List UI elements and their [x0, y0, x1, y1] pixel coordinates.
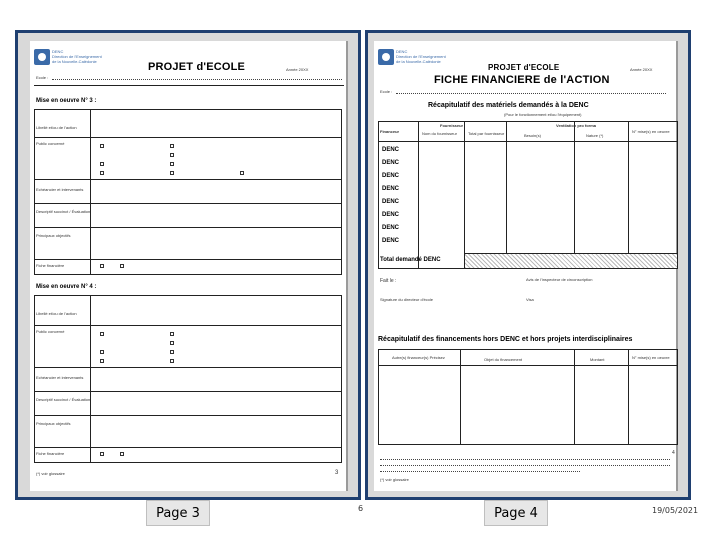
row-label: Fiche financière	[36, 263, 65, 268]
checkbox	[100, 171, 104, 175]
checkbox	[170, 359, 174, 363]
section-2-title: Mise en oeuvre N° 4 :	[36, 284, 97, 290]
table1-subtitle: (Pour le fonctionnement et/ou l'équipement)	[504, 112, 582, 117]
total-shaded-cell	[464, 253, 678, 269]
row-label: Descriptif succinct / Évaluation	[36, 209, 91, 214]
checkbox	[100, 144, 104, 148]
page-4-frame	[365, 30, 691, 500]
row-label: Public concerné	[36, 141, 65, 146]
checkbox	[170, 153, 174, 157]
year-label: Année 20XX	[286, 67, 309, 72]
page-3-document	[30, 41, 348, 491]
row-label: Principaux objectifs	[36, 233, 71, 238]
row-label: Libellé et/ou de l'action	[36, 125, 77, 130]
signature-label: Signature du directeur d'école	[380, 297, 434, 302]
table1-header: Ventilation pro forma	[556, 123, 597, 128]
checkbox	[170, 144, 174, 148]
logo-text: DENC Direction de l'Enseignement de la Nouvelle-Calédonie	[52, 49, 102, 64]
avis-label: Avis de l'inspecteur de circonscription	[526, 277, 593, 282]
checkbox	[170, 162, 174, 166]
page-title: PROJET d'ECOLE	[148, 61, 246, 73]
checkbox	[100, 452, 104, 456]
table2-header: Objet du financement	[484, 357, 523, 362]
denc-row-label: DENC	[382, 212, 400, 218]
checkbox	[170, 341, 174, 345]
row-label: Echéancier et intervenants	[36, 187, 84, 192]
checkbox	[170, 332, 174, 336]
row-label: Echéancier et intervenants	[36, 375, 84, 380]
row-label: Fiche financière	[36, 451, 65, 456]
checkbox	[170, 171, 174, 175]
table2-header: Montant	[590, 357, 605, 362]
row-label: Public concerné	[36, 329, 65, 334]
checkbox	[100, 359, 104, 363]
denc-row-label: DENC	[382, 160, 400, 166]
table2-header: Autre(s) financeur(s) Précisez	[392, 355, 445, 360]
denc-row-label: DENC	[382, 238, 400, 244]
checkbox	[100, 350, 104, 354]
fait-label: Fait le :	[380, 278, 397, 284]
section-1-table	[34, 109, 342, 275]
page-3-label: Page 3	[146, 500, 210, 526]
row-label: Principaux objectifs	[36, 421, 71, 426]
table1-header: Financeur	[380, 129, 400, 134]
denc-logo-icon	[378, 49, 394, 65]
page-3-frame	[15, 30, 361, 500]
footer-note: (*) voir glossaire	[36, 471, 65, 476]
table1-header: Besoin(s)	[524, 133, 541, 138]
denc-row-label: DENC	[382, 186, 400, 192]
table1-header: Total par fournisseur	[468, 131, 505, 136]
table2-header: N° mise(s) en oeuvre	[632, 355, 670, 360]
checkbox	[240, 171, 244, 175]
checkbox	[120, 264, 124, 268]
page-4-label: Page 4	[484, 500, 548, 526]
ecole-label: Ecole :	[380, 89, 393, 94]
checkbox	[100, 162, 104, 166]
checkbox	[170, 350, 174, 354]
materials-table	[378, 121, 678, 269]
table1-header: N° mise(s) en oeuvre	[632, 129, 670, 134]
denc-row-label: DENC	[382, 225, 400, 231]
table1-header: Nom du fournisseur	[422, 131, 457, 136]
doc-page-number: 3	[335, 470, 339, 476]
footer-note: (*) voir glossaire	[380, 477, 409, 482]
doc-page-number: 4	[672, 450, 675, 456]
table1-header: Fournisseur	[440, 123, 464, 128]
denc-row-label: DENC	[382, 199, 400, 205]
table1-header: Nature (*)	[586, 133, 604, 138]
row-label: Descriptif succinct / Évaluation	[36, 397, 91, 402]
table1-title: Récapitulatif des matériels demandés à la DENC	[428, 102, 589, 109]
financements-table	[378, 349, 678, 445]
denc-row-label: DENC	[382, 147, 400, 153]
row-label: Libellé et/ou de l'action	[36, 311, 77, 316]
checkbox	[100, 332, 104, 336]
total-label: Total demandé DENC	[380, 257, 441, 263]
checkbox	[120, 452, 124, 456]
denc-row-label: DENC	[382, 173, 400, 179]
slide-date: 19/05/2021	[652, 506, 699, 515]
section-1-title: Mise en oeuvre N° 3 :	[36, 98, 97, 104]
slide-number: 6	[358, 504, 364, 513]
page-subtitle: FICHE FINANCIERE de l'ACTION	[434, 74, 610, 86]
checkbox	[100, 264, 104, 268]
logo-text: DENC Direction de l'Enseignement de la Nouvelle-Calédonie	[396, 49, 446, 64]
ecole-label: Ecole :	[36, 75, 49, 80]
year-label: Année 20XX	[630, 67, 653, 72]
page-title: PROJET d'ECOLE	[488, 63, 560, 72]
visa-label: Visa	[526, 297, 534, 302]
page-4-document	[374, 41, 678, 491]
table2-title: Récapitulatif des financements hors DENC et hors projets interdisciplinaires	[378, 336, 633, 343]
denc-logo-icon	[34, 49, 50, 65]
